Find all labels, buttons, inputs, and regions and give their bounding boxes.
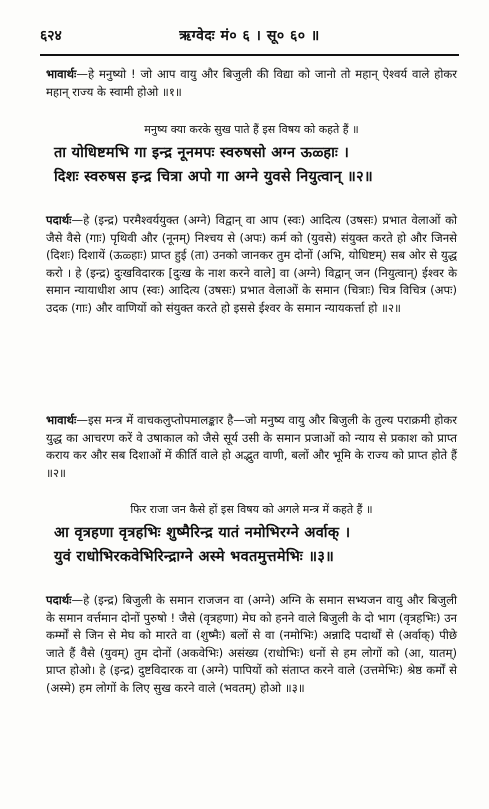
mantra-2 [54,142,461,188]
bhavartha-1 [46,66,457,101]
section-label: भावार्थः [46,413,77,427]
section-text: —हे (इन्द्र) परमैश्वर्ययुक्त (अग्ने) विद्वान् वा आप (स्वः) आदित्य (उषसः) प्रभात वेलाओं को जैसे वैसे (गाः) पृथिवी और (नूनम्) निश्चय से (अपः) कर्म को (युवसे) संयुक्त करते हो और जिनसे (दिशः) दिशायें (ऊळ्हाः) प्राप्त हुई (ता) उनको जानकर तुम दोनों (अभि, योधिष्टम्) सब ओर से युद्ध करो । हे (इन्द्र) दुःखविदारक [दुःख के नाश करने वाले] वा (अग्ने) विद्वान् जन (नियुत्वान्) ईश्वर के समान न्यायाधीश आप (स्वः) आदित्य (उषसः) प्रभात वेलाओं के समान (चित्राः) चित्र विचित्र (अपः) उदक (गाः) और वाणियों को संयुक्त करते हो इससे ईश्वर के समान न्यायकर्त्ता हो ॥२॥ [46,213,457,315]
section-text: —इस मन्त्र में वाचकलुप्तोपमालङ्कार है—जो मनुष्य वायु और बिजुली के तुल्य पराक्रमी होकर युद्ध का आचरण करें वे उषाकाल को जैसे सूर्य उसी के समान प्रजाओं को न्याय से प्रकाश को प्राप्त कराय कर और सब दिशाओं में कीर्ति वाले हो अद्भुत वाणी, बलों और भूमि के राज्य को प्राप्त होते हैं ॥२॥ [46,413,457,480]
section-text: —हे (इन्द्र) बिजुली के समान राजजन वा (अग्ने) अग्नि के समान सभ्यजन वायु और बिजुली के समान वर्त्तमान दोनों पुरुषो ! जैसे (वृत्रहणा) मेघ को हनने वाले बिजुली के दो भाग (वृत्रहभिः) उन कर्म्मों से जिन से मेघ को मारते वा (शुष्मैः) बलों से वा (नमोभिः) अन्नादि पदार्थों से (अर्वाक्) पीछे जाते हैं वैसे (युवम्) तुम दोनों (अकवेभिः) असंख्य (राधोभिः) धनों से हम लोगों को (आ, यातम्) प्राप्त होओ। हे (इन्द्र) दुष्टविदारक वा (अग्ने) पापियों को संताप्त करने वाले (उत्तमेभिः) श्रेष्ठ कर्मों से (अस्मे) हम लोगों के लिए सुख करने वाले (भवतम्) होओ ॥३॥ [46,593,457,695]
mantra-3 [54,522,461,568]
mantra-line: युवं राधोभिरकवेभिरिन्द्राग्ने अस्मे भवतमुत्तमेभिः ॥३॥ [54,549,335,565]
padartha-3 [46,592,457,697]
section-label: भावार्थः [46,67,77,81]
running-title: ऋग्वेदः मं० ६ । सू० ६० ॥ [179,28,320,44]
mantra-line: आ वृत्रहणा वृत्रहभिः शुष्मैरिन्द्र यातं नमोभिरग्ने अर्वाक् । [54,525,351,541]
mantra-line: दिशः स्वरुषस इन्द्र चित्रा अपो गा अग्ने युवसे नियुत्वान् ॥२॥ [54,169,373,185]
page-number: ६२४ [40,28,62,44]
section-label: पदार्थः [46,593,72,607]
mantra-intro-2: मनुष्य क्या करके सुख पाते हैं इस विषय को कहते हैं ॥ [144,123,359,136]
section-text: —हे मनुष्यो ! जो आप वायु और बिजुली की विद्या को जानो तो महान् ऐश्वर्य वाले होकर महान् राज्य के स्वामी होओ ॥१॥ [46,67,457,99]
bhavartha-2 [46,412,457,482]
padartha-2 [46,212,457,317]
section-label: पदार्थः [46,213,72,227]
page-header [40,26,459,46]
header-rule [40,54,459,56]
mantra-intro-3: फिर राजा जन कैसे हों इस विषय को अगले मन्त्र में कहते हैं ॥ [130,503,373,516]
mantra-line: ता योधिष्टमभि गा इन्द्र नूनमपः स्वरुषसो अग्न ऊळ्हाः । [54,145,350,161]
